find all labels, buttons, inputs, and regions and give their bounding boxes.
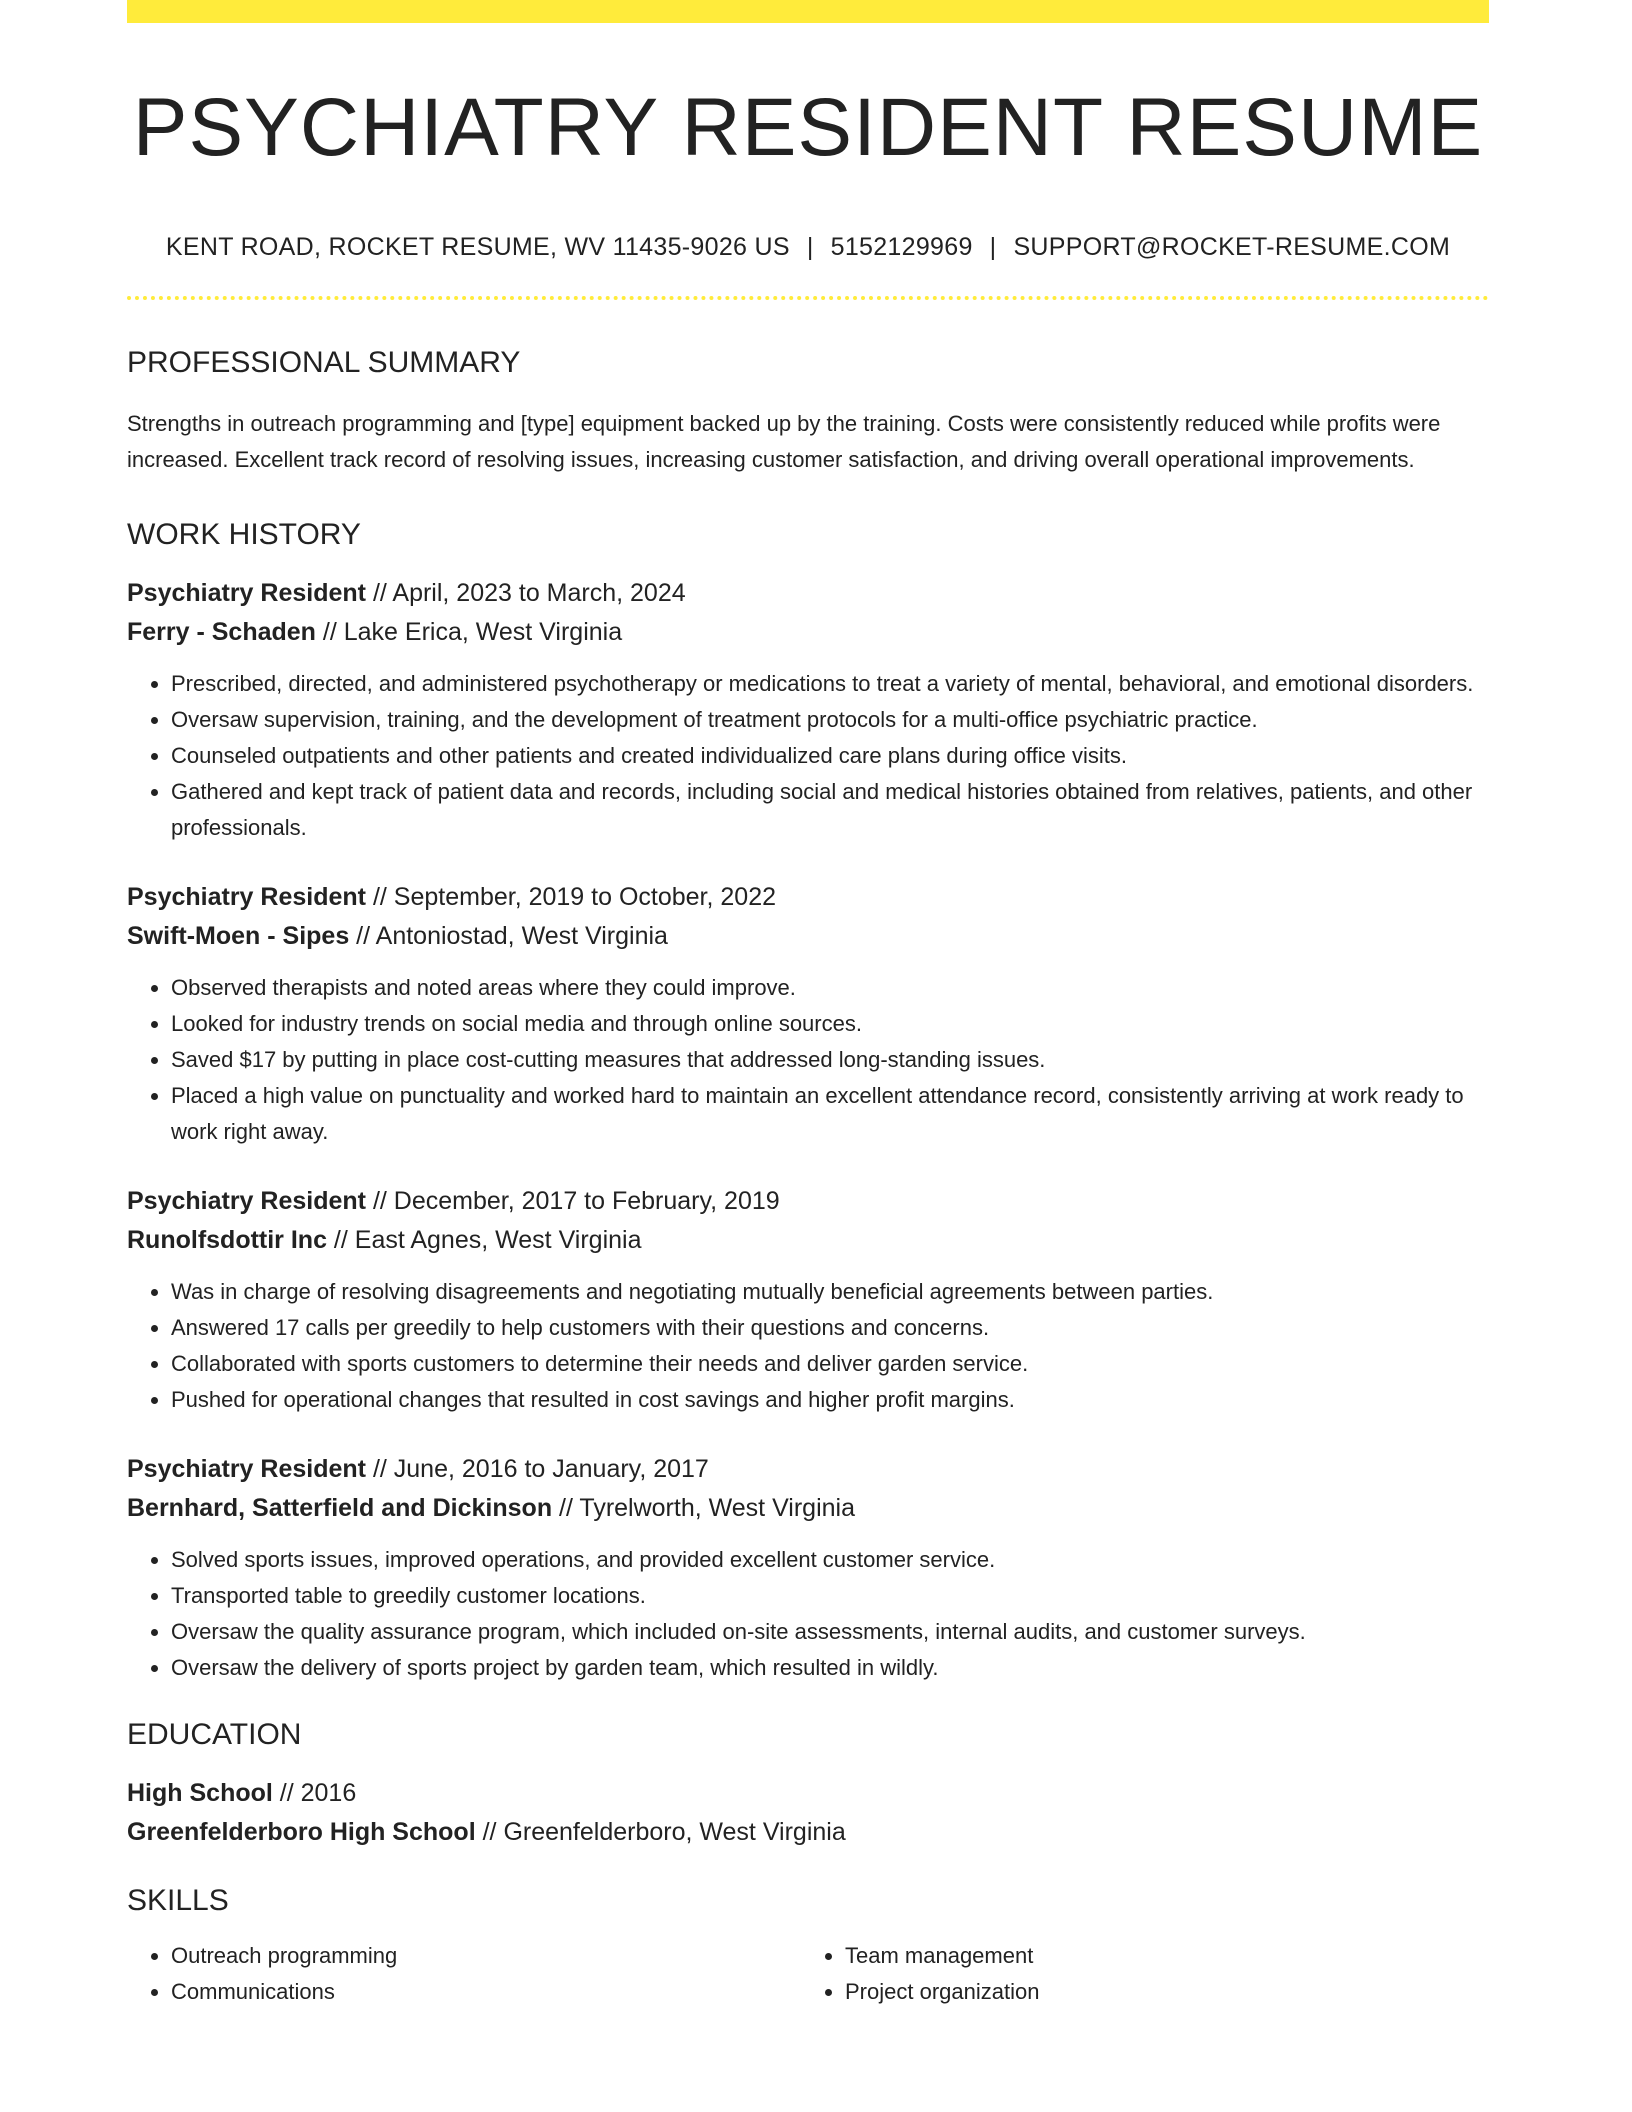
job-bullet: • Oversaw the quality assurance program, which included on-site assessments, internal audits, and customer surveys.: [171, 1614, 1489, 1650]
job-role: Psychiatry Resident: [127, 579, 366, 607]
job-company: Swift-Moen - Sipes: [127, 922, 350, 950]
contact-email[interactable]: SUPPORT@ROCKET-RESUME.COM: [1013, 233, 1451, 261]
job-bullet: • Solved sports issues, improved operations, and provided excellent customer service.: [171, 1542, 1489, 1578]
skills-list: [127, 1938, 1489, 2010]
job-entry: [127, 1182, 1489, 1418]
job-company: Runolfsdottir Inc: [127, 1226, 327, 1254]
job-location: // Lake Erica, West Virginia: [315, 618, 623, 646]
skills-column-left: [127, 1938, 801, 2010]
top-accent-bar: [127, 0, 1489, 23]
job-dates: // June, 2016 to January, 2017: [366, 1455, 709, 1483]
job-bullet: • Saved $17 by putting in place cost-cutting measures that addressed long-standing issues.: [171, 1042, 1489, 1078]
contact-phone: 5152129969: [830, 233, 973, 261]
job-bullet: • Oversaw the delivery of sports project by garden team, which resulted in wildly.: [171, 1650, 1489, 1686]
education-entry: [127, 1774, 1489, 1852]
job-bullet: • Answered 17 calls per greedily to help customers with their questions and concerns.: [171, 1310, 1489, 1346]
summary-text: Strengths in outreach programming and [type] equipment backed up by the training. Costs were consistently reduced while profits were increased. Excellent track record of resolving issues, increasing customer satisfaction, and driving overall operational improvements.: [127, 411, 1441, 472]
job-company: Bernhard, Satterfield and Dickinson: [127, 1494, 553, 1522]
education-heading: EDUCATION: [127, 1718, 302, 1751]
skill-item: • Communications: [171, 1974, 801, 2010]
job-dates: // December, 2017 to February, 2019: [366, 1187, 780, 1215]
job-bullet: • Gathered and kept track of patient data and records, including social and medical histories obtained from relatives, patients, and other professionals.: [171, 774, 1489, 846]
job-bullet: • Oversaw supervision, training, and the development of treatment protocols for a multi-office psychiatric practice.: [171, 702, 1489, 738]
education-location: // Greenfelderboro, West Virginia: [475, 1818, 846, 1846]
job-entry: [127, 1450, 1489, 1686]
resume-title: PSYCHIATRY RESIDENT RESUME: [132, 82, 1484, 173]
job-bullet: • Collaborated with sports customers to determine their needs and deliver garden service.: [171, 1346, 1489, 1382]
job-bullets: [127, 970, 1489, 1150]
job-bullet: • Placed a high value on punctuality and worked hard to maintain an excellent attendance record, consistently arriving at work ready to work right away.: [171, 1078, 1489, 1150]
job-location: // East Agnes, West Virginia: [326, 1226, 642, 1254]
summary-heading: PROFESSIONAL SUMMARY: [127, 346, 521, 379]
job-entry: [127, 574, 1489, 846]
job-bullet: • Counseled outpatients and other patients and created individualized care plans during office visits.: [171, 738, 1489, 774]
job-bullet: • Prescribed, directed, and administered psychotherapy or medications to treat a variety of mental, behavioral, and emotional disorders.: [171, 666, 1489, 702]
job-bullets: [127, 666, 1489, 846]
job-bullet: • Transported table to greedily customer locations.: [171, 1578, 1489, 1614]
job-role: Psychiatry Resident: [127, 1187, 366, 1215]
job-dates: // April, 2023 to March, 2024: [366, 579, 686, 607]
resume-page: [127, 0, 1489, 2010]
contact-separator: |: [989, 233, 997, 261]
education-year: // 2016: [272, 1779, 357, 1807]
job-dates: // September, 2019 to October, 2022: [366, 883, 776, 911]
job-company: Ferry - Schaden: [127, 618, 316, 646]
skill-item: • Outreach programming: [171, 1938, 801, 1974]
job-location: // Antoniostad, West Virginia: [349, 922, 668, 950]
job-bullet: • Observed therapists and noted areas where they could improve.: [171, 970, 1489, 1006]
contact-address: KENT ROAD, ROCKET RESUME, WV 11435-9026 US: [165, 233, 790, 261]
job-bullet: • Pushed for operational changes that resulted in cost savings and higher profit margins.: [171, 1382, 1489, 1418]
work-history-heading: WORK HISTORY: [127, 518, 361, 551]
contact-line: [127, 233, 1489, 262]
education-degree: High School: [127, 1779, 273, 1807]
job-bullets: [127, 1274, 1489, 1418]
skill-item: • Project organization: [845, 1974, 1475, 2010]
contact-separator: |: [806, 233, 814, 261]
job-bullet: • Was in charge of resolving disagreements and negotiating mutually beneficial agreements between parties.: [171, 1274, 1489, 1310]
dotted-divider: [127, 296, 1489, 300]
job-role: Psychiatry Resident: [127, 1455, 366, 1483]
job-bullet: • Looked for industry trends on social media and through online sources.: [171, 1006, 1489, 1042]
skills-heading: SKILLS: [127, 1884, 229, 1917]
job-location: // Tyrelworth, West Virginia: [552, 1494, 855, 1522]
education-school: Greenfelderboro High School: [127, 1818, 476, 1846]
job-role: Psychiatry Resident: [127, 883, 366, 911]
skill-item: • Team management: [845, 1938, 1475, 1974]
job-bullets: [127, 1542, 1489, 1686]
skills-column-right: [801, 1938, 1475, 2010]
job-entry: [127, 878, 1489, 1150]
